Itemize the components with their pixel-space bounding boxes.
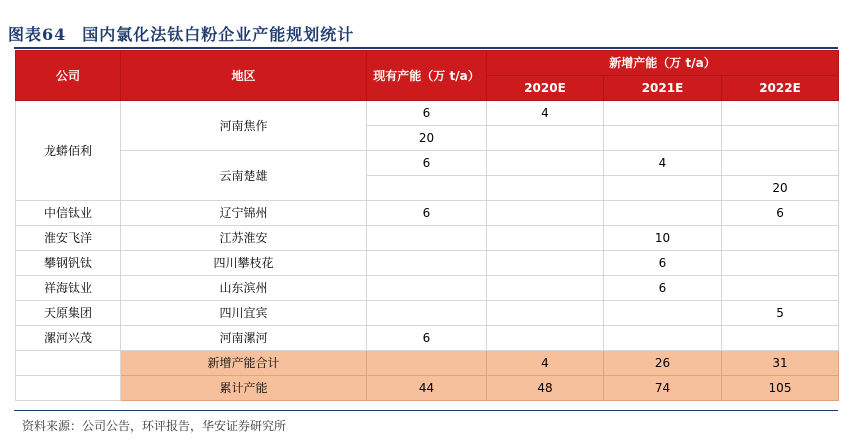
table-row — [16, 326, 839, 351]
cell-2020 — [487, 301, 604, 326]
table-row — [16, 151, 839, 176]
cell-2022: 5 — [722, 301, 839, 326]
source-note: 资料来源：公司公告，环评报告，华安证券研究所 — [22, 419, 287, 433]
header-company: 公司 — [16, 51, 121, 101]
summary-row-new — [16, 351, 839, 376]
cell-2020 — [487, 276, 604, 301]
cell-capacity — [367, 176, 487, 201]
cell-capacity — [367, 226, 487, 251]
summary-2022: 105 — [722, 376, 839, 401]
cell-2021 — [604, 326, 722, 351]
table-bottom-rule — [14, 410, 838, 411]
cell-company: 天原集团 — [16, 301, 121, 326]
header-region: 地区 — [121, 51, 367, 101]
cell-2022 — [722, 126, 839, 151]
cell-2022 — [722, 101, 839, 126]
figure-title-text: 国内氯化法钛白粉企业产能规划统计 — [82, 25, 355, 44]
header-row-1 — [16, 51, 839, 76]
cell-company: 龙蟒佰利 — [16, 101, 121, 201]
summary-2021: 26 — [604, 351, 722, 376]
header-2022: 2022E — [722, 76, 839, 101]
table-row — [16, 226, 839, 251]
cell-2022 — [722, 251, 839, 276]
cell-2020 — [487, 126, 604, 151]
cell-2022 — [722, 276, 839, 301]
table-row — [16, 301, 839, 326]
cell-2021 — [604, 126, 722, 151]
header-2020: 2020E — [487, 76, 604, 101]
cell-region: 河南漯河 — [121, 326, 367, 351]
summary-capacity — [367, 351, 487, 376]
cell-2022: 20 — [722, 176, 839, 201]
summary-label: 新增产能合计 — [121, 351, 367, 376]
header-capacity: 现有产能（万 t/a） — [367, 51, 487, 101]
cell-company: 漯河兴茂 — [16, 326, 121, 351]
cell-capacity: 6 — [367, 151, 487, 176]
cell-capacity: 6 — [367, 326, 487, 351]
cell-2021 — [604, 301, 722, 326]
summary-label: 累计产能 — [121, 376, 367, 401]
title-divider — [14, 47, 838, 49]
table-row — [16, 101, 839, 126]
cell-capacity — [367, 301, 487, 326]
cell-2020 — [487, 251, 604, 276]
header-2021: 2021E — [604, 76, 722, 101]
cell-2021: 6 — [604, 276, 722, 301]
cell-2020: 4 — [487, 101, 604, 126]
cell-2020 — [487, 176, 604, 201]
cell-2020 — [487, 151, 604, 176]
cell-region: 河南焦作 — [121, 101, 367, 151]
cell-2022: 6 — [722, 201, 839, 226]
cell-2022 — [722, 151, 839, 176]
cell-region: 辽宁锦州 — [121, 201, 367, 226]
cell-2021: 10 — [604, 226, 722, 251]
summary-2022: 31 — [722, 351, 839, 376]
summary-2020: 48 — [487, 376, 604, 401]
summary-capacity: 44 — [367, 376, 487, 401]
cell-company: 祥海钛业 — [16, 276, 121, 301]
table-row — [16, 276, 839, 301]
cell-blank — [16, 376, 121, 401]
cell-2021: 4 — [604, 151, 722, 176]
cell-2022 — [722, 326, 839, 351]
cell-2021 — [604, 101, 722, 126]
cell-company: 中信钛业 — [16, 201, 121, 226]
table-row — [16, 251, 839, 276]
cell-region: 四川宜宾 — [121, 301, 367, 326]
cell-region: 江苏淮安 — [121, 226, 367, 251]
cell-capacity — [367, 251, 487, 276]
figure-number: 图表64 — [8, 25, 67, 44]
cell-capacity — [367, 276, 487, 301]
summary-2021: 74 — [604, 376, 722, 401]
cell-region: 四川攀枝花 — [121, 251, 367, 276]
summary-2020: 4 — [487, 351, 604, 376]
cell-2021 — [604, 201, 722, 226]
cell-region: 山东滨州 — [121, 276, 367, 301]
table-row — [16, 201, 839, 226]
summary-row-cumulative — [16, 376, 839, 401]
cell-company: 攀钢钒钛 — [16, 251, 121, 276]
cell-2021: 6 — [604, 251, 722, 276]
cell-2020 — [487, 201, 604, 226]
cell-company: 淮安飞洋 — [16, 226, 121, 251]
header-new-capacity: 新增产能（万 t/a） — [487, 51, 839, 76]
cell-capacity: 6 — [367, 201, 487, 226]
cell-blank — [16, 351, 121, 376]
figure-title — [8, 22, 354, 45]
cell-2020 — [487, 226, 604, 251]
cell-region: 云南楚雄 — [121, 151, 367, 201]
cell-capacity: 20 — [367, 126, 487, 151]
cell-2020 — [487, 326, 604, 351]
cell-2021 — [604, 176, 722, 201]
capacity-table — [15, 50, 839, 401]
cell-capacity: 6 — [367, 101, 487, 126]
cell-2022 — [722, 226, 839, 251]
